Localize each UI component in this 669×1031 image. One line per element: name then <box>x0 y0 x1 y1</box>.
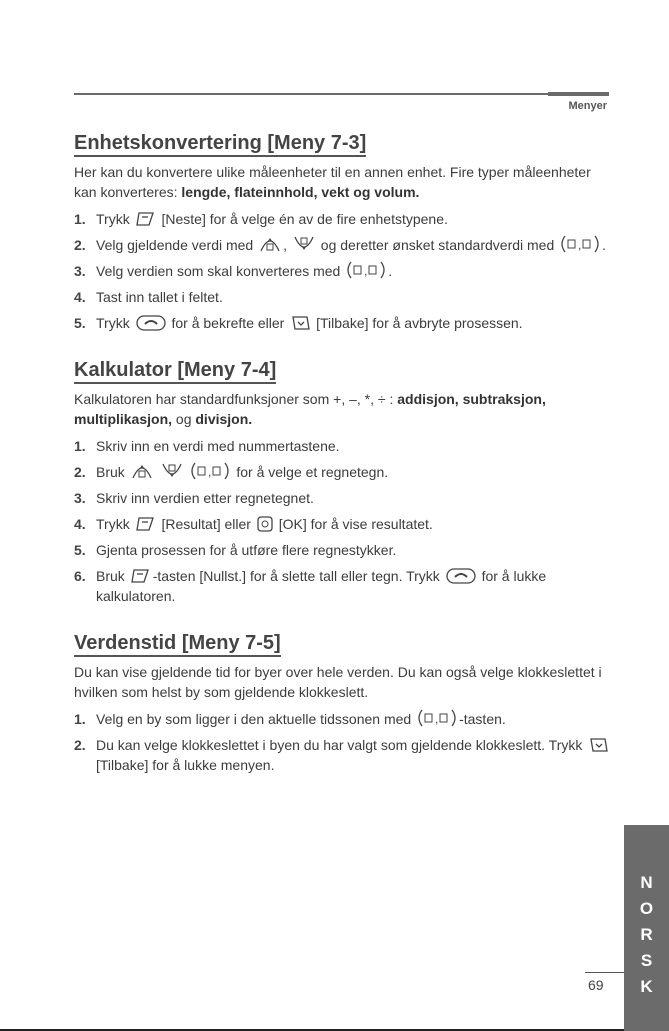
header-rule-accent <box>548 92 609 96</box>
svg-text:,: , <box>208 465 212 479</box>
nav-down-icon <box>161 462 183 480</box>
page-content <box>74 132 614 801</box>
section-title: Kalkulator [Meny 7-4] <box>74 359 276 384</box>
list-item: 5. Gjenta prosessen for å utføre flere regnestykker. <box>74 542 397 558</box>
list-item: 1. Skriv inn en verdi med nummertastene. <box>74 438 340 454</box>
left-softkey-icon <box>136 516 156 532</box>
right-softkey-icon <box>290 315 310 331</box>
language-tab <box>624 825 669 1031</box>
language-letter: N <box>640 873 653 892</box>
list-item: 2. Bruk , for å velge et regnetegn. <box>74 464 389 480</box>
nav-left-right-icon <box>560 235 600 253</box>
section-intro: Kalkulatoren har standardfunksjoner som +, –, *, ÷ : addisjon, subtraksjon, multiplikasjon, og divisjon. <box>74 391 546 427</box>
left-softkey-icon <box>136 211 156 227</box>
ok-key-icon <box>257 516 273 532</box>
nav-down-icon <box>293 235 315 253</box>
svg-text:,: , <box>578 238 582 252</box>
language-letter: K <box>640 977 653 996</box>
running-header: Menyer <box>568 100 607 112</box>
clear-key-icon <box>131 568 151 584</box>
step-list <box>74 436 614 606</box>
nav-up-icon <box>259 235 281 253</box>
nav-left-right-icon <box>190 462 230 480</box>
step-list <box>74 709 614 775</box>
nav-up-icon <box>131 462 153 480</box>
section-unit-conversion <box>74 132 614 333</box>
header-rule <box>74 93 609 95</box>
section-calculator <box>74 359 614 606</box>
nav-left-right-icon <box>417 709 457 727</box>
language-tab-letters <box>624 870 669 1000</box>
list-item: 6. Bruk -tasten [Nullst.] for å slette tall eller tegn. Trykk for å lukke kalkulatoren. <box>74 568 547 604</box>
list-item: 1. Trykk [Neste] for å velge én av de fire enhetstypene. <box>74 211 448 227</box>
step-list <box>74 209 614 333</box>
list-item: 2. Velg gjeldende verdi med , og deretter ønsket standardverdi med , . <box>74 237 607 253</box>
svg-text:,: , <box>435 712 439 726</box>
send-key-icon <box>446 568 476 584</box>
nav-left-right-icon <box>346 261 386 279</box>
page-number: 69 <box>588 977 604 993</box>
language-letter: S <box>640 951 653 970</box>
section-intro: Du kan vise gjeldende tid for byer over hele verden. Du kan også velge klokkeslettet i hvilken som helst by som gjeldende klokkeslett. <box>74 664 602 700</box>
section-intro: Her kan du konvertere ulike måleenheter til en annen enhet. Fire typer måleenheter kan konverteres: lengde, flateinnhold, vekt og volum. <box>74 164 591 200</box>
language-letter: O <box>639 899 654 918</box>
page-number-rule <box>585 972 624 973</box>
section-title: Verdenstid [Meny 7-5] <box>74 632 281 657</box>
language-letter: R <box>640 925 653 944</box>
section-title: Enhetskonvertering [Meny 7-3] <box>74 132 366 157</box>
list-item: 5. Trykk for å bekrefte eller [Tilbake] for å avbryte prosessen. <box>74 315 523 331</box>
section-world-time <box>74 632 614 775</box>
list-item: 4. Trykk [Resultat] eller [OK] for å vise resultatet. <box>74 516 433 532</box>
list-item: 1. Velg en by som ligger i den aktuelle tidssonen med , -tasten. <box>74 711 506 727</box>
right-softkey-icon <box>588 737 608 753</box>
list-item: 3. Skriv inn verdien etter regnetegnet. <box>74 490 314 506</box>
list-item: 3. Velg verdien som skal konverteres med , . <box>74 263 393 279</box>
list-item: 2. Du kan velge klokkeslettet i byen du har valgt som gjeldende klokkeslett. Trykk [Tilbake] for å lukke menyen. <box>74 735 614 775</box>
svg-text:,: , <box>364 264 368 278</box>
list-item: 4. Tast inn tallet i feltet. <box>74 289 223 305</box>
send-key-icon <box>136 315 166 331</box>
